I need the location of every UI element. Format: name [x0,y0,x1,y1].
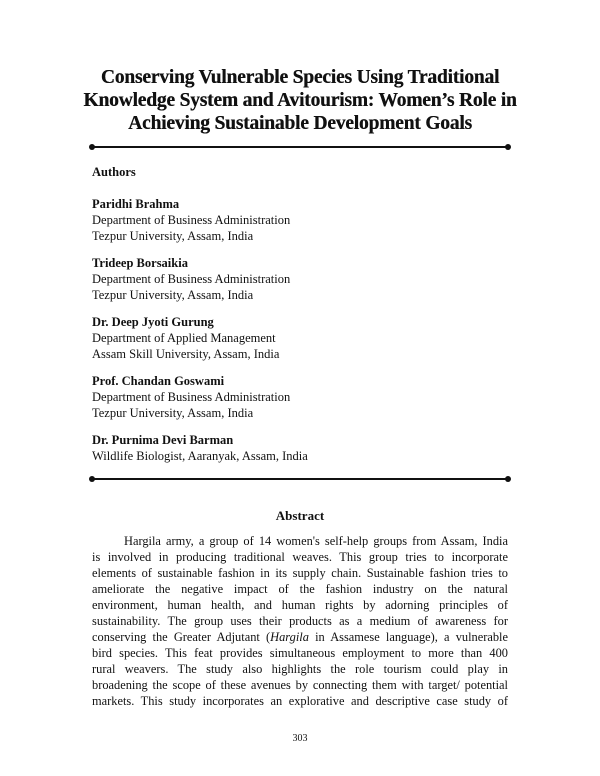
abstract-line: sustainability. The group uses their products as a medium of awareness for [92,614,508,628]
abstract-line: ameliorate the negative impact of the fashion industry on the natural [92,582,508,596]
title-line: Achieving Sustainable Development Goals [128,113,472,134]
author-block [92,432,308,464]
author-affiliation: Assam Skill University, Assam, India [92,347,280,361]
bottom-divider [92,478,508,480]
authors-heading: Authors [92,165,136,179]
abstract-body [92,533,508,709]
abstract-line: conserving the Greater Adjutant (Hargila in Assamese language), a vulnerable [92,630,508,644]
top-divider [92,146,508,148]
author-name: Paridhi Brahma [92,197,180,211]
abstract-line: elements of sustainable fashion in its supply chain. Sustainable fashion tries to [92,566,508,580]
author-affiliation: Tezpur University, Assam, India [92,288,254,302]
author-affiliation: Tezpur University, Assam, India [92,406,254,420]
abstract-line: environment, human health, and human rights by adorning principles of [92,598,508,612]
abstract-line: is involved in producing traditional weaves. This group tries to incorporate [92,550,508,564]
title-line: Knowledge System and Avitourism: Women’s Role in [83,90,517,111]
author-affiliation: Department of Business Administration [92,272,291,286]
author-block [92,255,290,303]
author-affiliation: Wildlife Biologist, Aaranyak, Assam, India [92,449,308,463]
title-line: Conserving Vulnerable Species Using Traditional [100,67,500,88]
author-block [92,196,290,244]
abstract-line: markets. This study incorporates an explorative and descriptive case study of [92,694,508,708]
author-name: Prof. Chandan Goswami [92,374,225,388]
author-affiliation: Tezpur University, Assam, India [92,229,254,243]
author-affiliation: Department of Business Administration [92,390,291,404]
page-number: 303 [292,733,308,744]
author-affiliation: Department of Business Administration [92,213,291,227]
author-name: Dr. Purnima Devi Barman [92,433,234,447]
author-name: Trideep Borsaikia [92,256,188,270]
author-block [92,314,279,362]
author-name: Dr. Deep Jyoti Gurung [92,315,214,329]
abstract-heading: Abstract [275,508,325,523]
abstract-line: bird species. This feat provides simultaneous employment to more than 400 [92,646,508,660]
author-affiliation: Department of Applied Management [92,331,276,345]
species-name: Hargila [270,630,309,644]
abstract-line: rural weavers. The study also highlights the role tourism could play in [92,662,508,676]
abstract-line: Hargila army, a group of 14 women's self-help groups from Assam, India [124,534,508,548]
paper-title [60,66,540,135]
author-block [92,373,290,421]
abstract-line: broadening the scope of these avenues by connecting them with target/ potential [92,678,508,692]
